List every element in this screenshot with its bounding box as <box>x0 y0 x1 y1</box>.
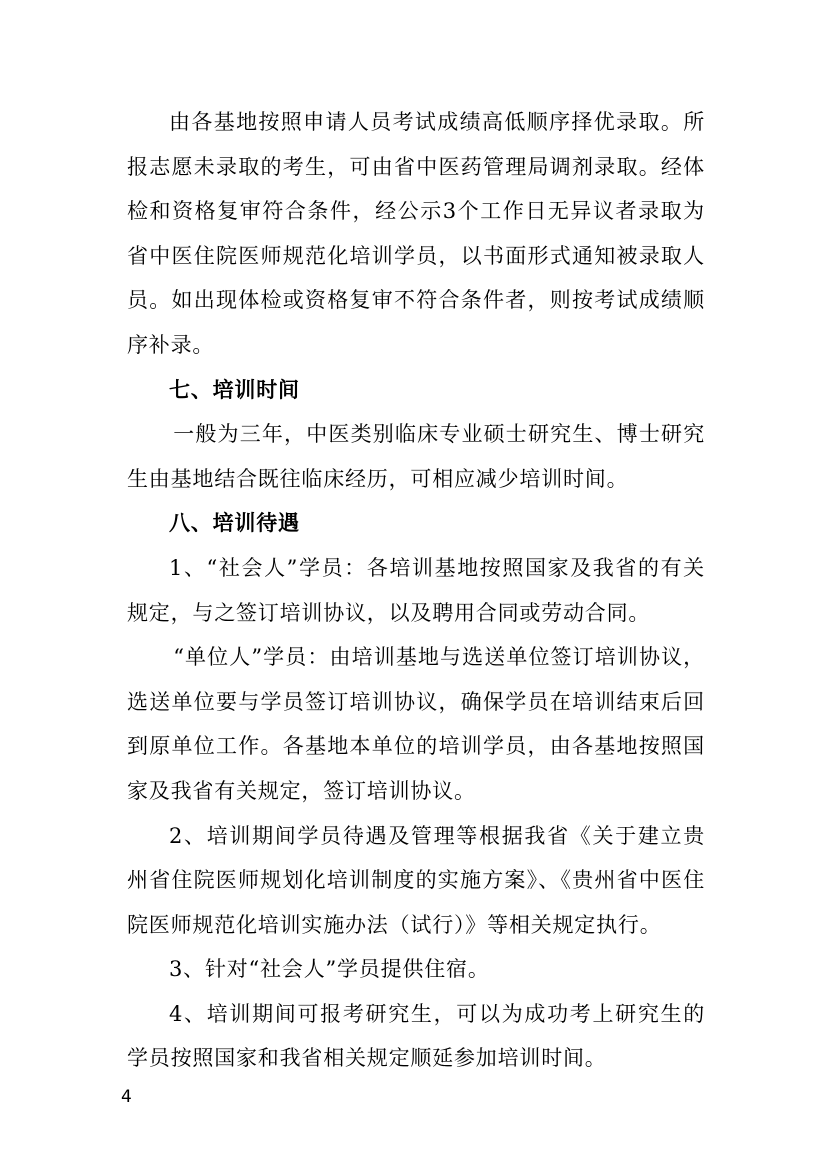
page-number: 4 <box>121 1087 132 1107</box>
section-heading-training-benefits: 八、培训待遇 <box>169 510 300 536</box>
paragraph-social-trainees: 1、“社会人”学员：各培训基地按照国家及我省的有关规定，与之签订培训协议，以及聘用合同或劳动合同。 <box>127 555 705 625</box>
paragraph-unit-trainees: “单位人”学员：由培训基地与选送单位签订培训协议，选送单位要与学员签订培训协议，确保学员在培训结束后回到原单位工作。各基地本单位的培训学员，由各基地按照国家及我省有关规定，签订培训协议。 <box>127 645 705 803</box>
section-heading-training-time: 七、培训时间 <box>169 376 300 402</box>
paragraph-admission: 由各基地按照申请人员考试成绩高低顺序择优录取。所报志愿未录取的考生，可由省中医药管理局调剂录取。经体检和资格复审符合条件，经公示3个工作日无异议者录取为省中医住院医师规范化培训学员，以书面形式通知被录取人员。如出现体检或资格复审不符合条件者，则按考试成绩顺序补录。 <box>127 110 705 357</box>
paragraph-accommodation: 3、针对“社会人”学员提供住宿。 <box>169 957 490 982</box>
paragraph-training-duration: 一般为三年，中医类别临床专业硕士研究生、博士研究生由基地结合既往临床经历，可相应减少培训时间。 <box>127 422 705 491</box>
paragraph-graduate-exam: 4、培训期间可报考研究生，可以为成功考上研究生的学员按照国家和我省相关规定顺延参加培训时间。 <box>127 1001 705 1071</box>
document-body <box>127 100 705 1081</box>
paragraph-trainee-treatment: 2、培训期间学员待遇及管理等根据我省《关于建立贵州省住院医师规划化培训制度的实施方案》、《贵州省中医住院医师规范化培训实施办法（试行）》等相关规定执行。 <box>127 823 705 937</box>
